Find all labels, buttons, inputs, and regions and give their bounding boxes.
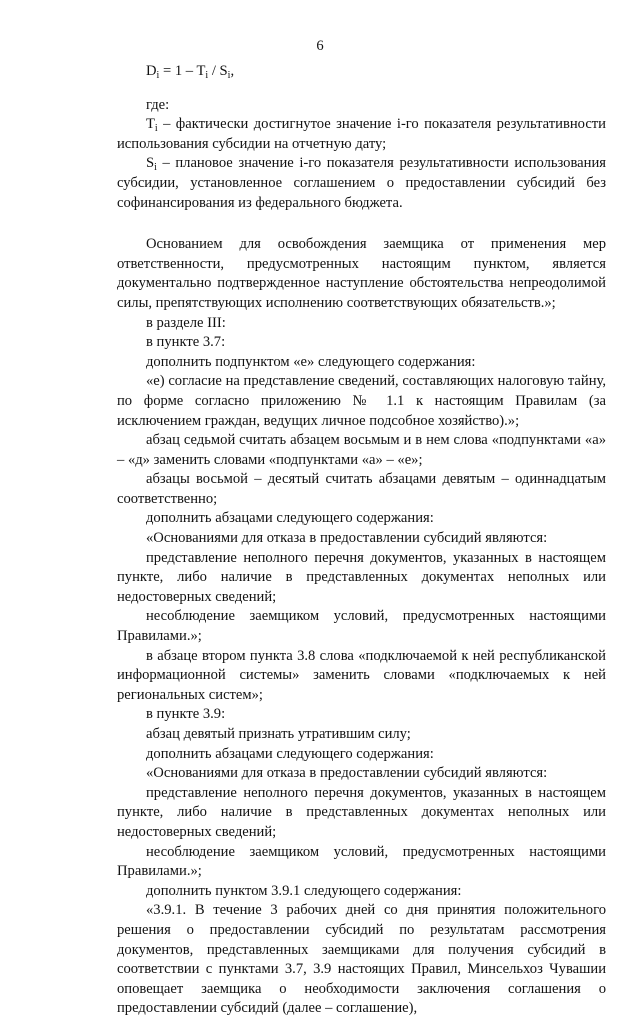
paragraph: абзац седьмой считать абзацем восьмым и в нем слова «подпунктами «а» – «д» заменить словами «подпунктами «а» – «е»; — [117, 432, 606, 468]
paragraph: Основанием для освобождения заемщика от применения мер ответственности, предусмотренных настоящим пунктом, является документально подтвержденное наступление обстоятельства непреодолимой силы, препятствующих исполнению соответствующих обязательств.»; — [117, 236, 606, 311]
formula-middle-sub: i — [205, 70, 209, 81]
where-label: где: — [146, 96, 170, 113]
paragraph: дополнить абзацами следующего содержания: — [146, 510, 434, 527]
paragraph: несоблюдение заемщиком условий, предусмотренных настоящими Правилами.»; — [117, 843, 606, 880]
def-t-sub: i — [154, 123, 158, 135]
paragraph: представление неполного перечня документов, указанных в настоящем пункте, либо наличие в представленных документах неполных или недостоверных сведений; — [117, 549, 606, 605]
page-content — [117, 62, 606, 1019]
page-number: 6 — [316, 38, 324, 54]
def-s-symbol: S — [146, 155, 155, 172]
formula-tail: , — [230, 63, 235, 79]
definition-t — [117, 115, 606, 154]
paragraph: представление неполного перечня документов, указанных в настоящем пункте, либо наличие в представленных документах неполных или недостоверных сведений; — [117, 784, 606, 840]
formula-slash: / S — [208, 63, 228, 79]
paragraph: дополнить абзацами следующего содержания: — [146, 745, 434, 762]
paragraph: дополнить подпунктом «е» следующего содержания: — [146, 353, 476, 370]
formula-middle: = 1 – T — [159, 63, 206, 79]
formula-lhs: D — [146, 63, 157, 79]
paragraph: «3.9.1. В течение 3 рабочих дней со дня принятия положительного решения о предоставлении субсидий по результатам рассмотрения документов, представленных заемщиками для получения субсидий в соответствии с пунктами 3.7, 3.9 настоящих Правил, Минсельхоз Чувашии оповещает заемщика о необходимости заключения соглашения о предоставлении субсидий (далее – соглашение), — [117, 902, 606, 1017]
paragraph: в пункте 3.7: — [146, 334, 226, 351]
formula-lhs-sub: i — [156, 70, 160, 81]
def-t-symbol: T — [146, 116, 155, 133]
paragraph: в абзаце втором пункта 3.8 слова «подключаемой к ней республиканской информационной системы» заменить словами «подключаемых к ней региональных систем»; — [117, 647, 606, 703]
formula — [146, 62, 606, 82]
paragraph: несоблюдение заемщиком условий, предусмотренных настоящими Правилами.»; — [117, 608, 606, 645]
def-s-text: – плановое значение i-го показателя результативности использования субсидии, установленное соглашением о предоставлении субсидий без софинансирования из федерального бюджета. — [117, 155, 606, 211]
paragraph: абзацы восьмой – десятый считать абзацами девятым – одиннадцатым соответственно; — [117, 471, 606, 507]
paragraph: «Основаниями для отказа в предоставлении субсидий являются: — [146, 765, 548, 782]
definition-s — [117, 154, 606, 213]
paragraph: «е) согласие на представление сведений, составляющих налоговую тайну, по форме согласно приложению № 1.1 к настоящим Правилам (за исключением граждан, ведущих личное подсобное хозяйство).»; — [117, 373, 606, 429]
paragraph: «Основаниями для отказа в предоставлении субсидий являются: — [146, 530, 548, 547]
paragraph: дополнить пунктом 3.9.1 следующего содержания: — [146, 882, 462, 899]
formula-slash-sub: i — [227, 70, 231, 81]
paragraph: в разделе III: — [146, 314, 226, 331]
def-t-text: – фактически достигнутое значение i-го показателя результативности использования субсидии на отчетную дату; — [117, 116, 606, 152]
paragraph: абзац девятый признать утратившим силу; — [146, 726, 411, 742]
paragraph: в пункте 3.9: — [146, 706, 226, 723]
def-s-sub: i — [154, 162, 157, 174]
